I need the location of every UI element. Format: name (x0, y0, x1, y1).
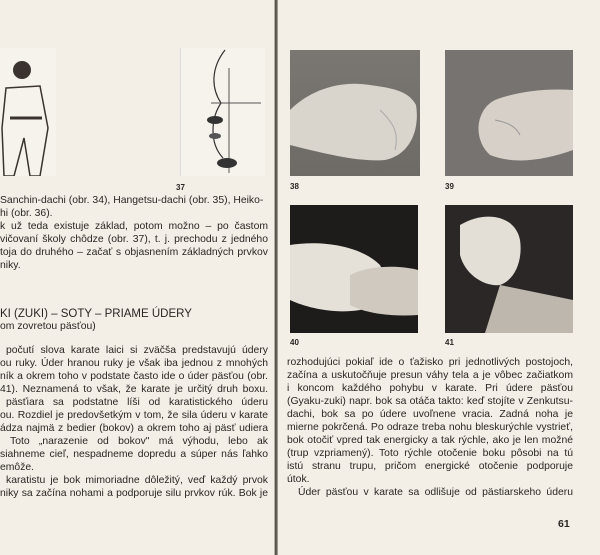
text-line: začína a uskutočňuje presun váhy tela a je vôbec začiatkom (287, 370, 573, 381)
text-line: ádza najmä z bedier (bokov) a okrem toho aj päsť udiera (0, 423, 268, 434)
fist-photo-41 (445, 205, 573, 333)
text-line: počutí slova karate laici si zväčša predstavujú údery (6, 345, 268, 356)
page-number: 61 (558, 518, 570, 530)
fist-photo-38 (290, 50, 420, 176)
text-line: k už teda existuje základ, potom možno – po častom (0, 221, 268, 232)
text-line: istú stranu trupu, pričom energické otočenie podporuje (287, 461, 573, 472)
text-line: ník a okrem toho v podstate často ide o úder päsťou (obr. (0, 371, 268, 382)
section-subheading: om zovretou päsťou) (0, 321, 96, 332)
text-line: vičovaní školy chôdze (obr. 37), t. j. prechodu z jedného (0, 234, 268, 245)
text-line: mierne pokrčená. Po odraze treba nohu bleskurýchle vystrieť, (287, 422, 573, 433)
punch-photo-40 (290, 205, 418, 333)
figure-38-caption: 38 (290, 182, 299, 191)
text-line: karatistu je bok mimoriadne dôležitý, veď každý prvok (6, 475, 268, 486)
text-line: Toto „narazenie od bokov" má výhodu, lebo ak (10, 436, 268, 447)
text-line: (Gyaku-zuki) napr. bok sa otáča takto: keď stojíte v Zenkutsu- (287, 396, 573, 407)
text-line: ou. Rozdiel je predovšetkým v tom, že sila úderu v karate (0, 410, 268, 421)
text-line: ou ruky. Úder hranou ruky je však iba jednou z mnohých (0, 358, 268, 369)
text-line: niky sa začína nohami a podporuje silu prvkov rúk. Bok je (0, 488, 268, 499)
figure-40-caption: 40 (290, 338, 299, 347)
text-line: rozhodujúci pokiaľ ide o ťažisko pri jednotlivých postojoch, (287, 357, 573, 368)
text-line: Sanchin-dachi (obr. 34), Hangetsu-dachi (obr. 35), Heiko- (0, 195, 264, 206)
section-heading: KI (ZUKI) – SOTY – PRIAME ÚDERY (0, 308, 192, 320)
text-line: útok. (287, 474, 310, 485)
text-line: siahneme cieľ, nespadneme dopredu a súper nás ľahko (0, 449, 268, 460)
text-line: päsťiara sa podstatne líši od karatistického úderu (6, 397, 268, 408)
karateka-drawing (0, 48, 56, 176)
text-line: dachi, bok sa po údere uvoľnene vracia. Zadná noha je (287, 409, 573, 420)
text-line: (trup vzpriamený). Toto rýchle otočenie boku pôsobi na tú (287, 448, 573, 459)
text-line: hi (obr. 36). (0, 208, 53, 219)
fist-photo-39 (445, 50, 573, 176)
footwork-diagram-37 (180, 48, 265, 176)
figure-39-caption: 39 (445, 182, 454, 191)
text-line: i koncom každého pohybu v karate. Pri údere päsťou (287, 383, 573, 394)
text-line: toja do druhého – začať s objasnením základných prvkov (0, 247, 268, 258)
text-line: niky. (0, 260, 21, 271)
text-line: Úder päsťou v karate sa odlišuje od pästiarskeho úderu (298, 487, 573, 498)
figure-41-caption: 41 (445, 338, 454, 347)
text-line: 41). Neznamená to však, že karate je určitý druh boxu. (0, 384, 268, 395)
text-line: bok otočiť vpred tak energicky a tak rýchle, ako je len možné (287, 435, 573, 446)
book-gutter (274, 0, 278, 555)
text-line: emôže. (0, 462, 35, 473)
figure-37-caption: 37 (176, 183, 185, 192)
